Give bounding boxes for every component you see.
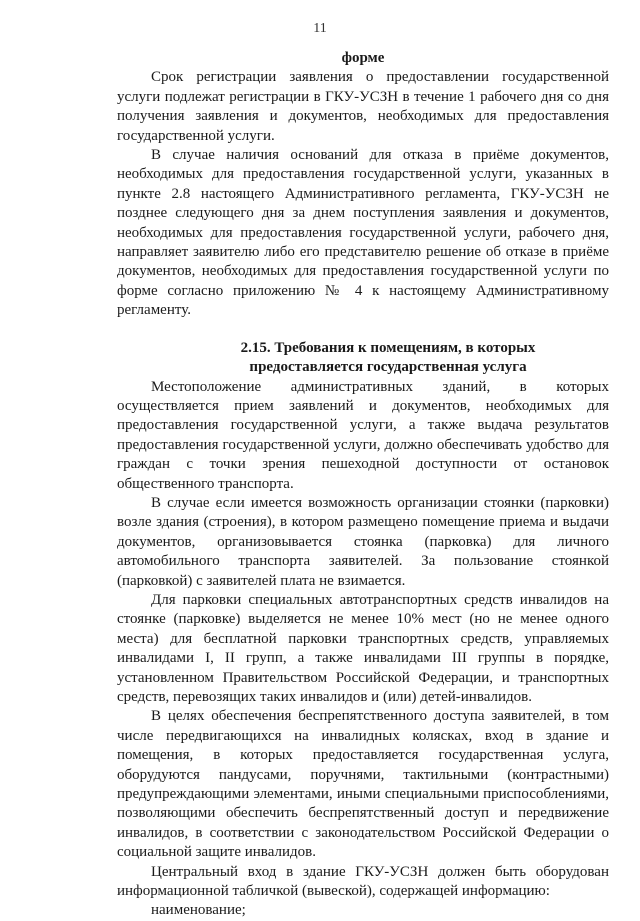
paragraph-entrance-sign: Центральный вход в здание ГКУ-УСЗН должен быть оборудован информационной табличкой (вывеской), содержащей информацию:	[117, 863, 609, 900]
paragraph-refusal: В случае наличия оснований для отказа в приёме документов, необходимых для предоставления государственной услуги, указанных в пункте 2.8 настоящего Административного регламента, ГКУ-УСЗН не позднее следующего дня за днем поступления заявления и документов, необходимых для предоставления государственной услуги, рабочего дня, направляет заявителю либо его представителю решение об отказе в приёме документов, необходимых для предоставления государственной услуги по форме согласно приложению № 4 к настоящему Административному регламенту.	[117, 147, 609, 319]
section-title-line-1: 2.15. Требования к помещениям, в которых	[240, 339, 536, 356]
paragraph-registration-term: Срок регистрации заявления о предоставлении государственной услуги подлежат регистрации в ГКУ-УСЗН в течение 1 рабочего дня со дня получения заявления и документов, необходимых для предоставления государственной услуги.	[117, 69, 609, 144]
continued-word: форме	[341, 50, 385, 66]
section-title	[117, 339, 609, 378]
page-number: 11	[313, 21, 327, 36]
paragraph-parking: В случае если имеется возможность организации стоянки (парковки) возле здания (строения), в котором размещено помещение приема и выдачи документов, организовывается стоянка (парковка) для личного автомобильного транспорта заявителей. За пользование стоянкой (парковкой) с заявителей плата не взимается.	[117, 494, 609, 589]
paragraph-location: Местоположение административных зданий, в которых осуществляется прием заявлений и документов, необходимых для предоставления государственной услуги, а также выдача результатов предоставления государственной услуги, должно обеспечивать удобство для граждан с точки зрения пешеходной доступности от остановок общественного транспорта.	[117, 378, 609, 492]
paragraph-disabled-parking: Для парковки специальных автотранспортных средств инвалидов на стоянке (парковке) выделяется не менее 10% мест (но не менее одного места) для бесплатной парковки транспортных средств, управляемых инвалидами I, II групп, а также инвалидами III группы в порядке, установленном Правительством Российской Федерации, и транспортных средств, перевозящих таких инвалидов и (или) детей-инвалидов.	[117, 591, 609, 705]
paragraph-accessibility: В целях обеспечения беспрепятственного доступа заявителей, в том числе передвигающихся на инвалидных колясках, вход в здание и помещения, в которых предоставляется государственная услуга, оборудуются пандусами, поручнями, тактильными (контрастными) предупреждающими элементами, иными специальными приспособлениями, позволяющими обеспечить беспрепятственный доступ и передвижение инвалидов, в соответствии с законодательством Российской Федерации о социальной защите инвалидов.	[117, 708, 609, 861]
list-item-name: наименование;	[151, 902, 246, 919]
document-body	[117, 49, 609, 921]
section-title-line-2: предоставляется государственная услуга	[249, 359, 527, 376]
